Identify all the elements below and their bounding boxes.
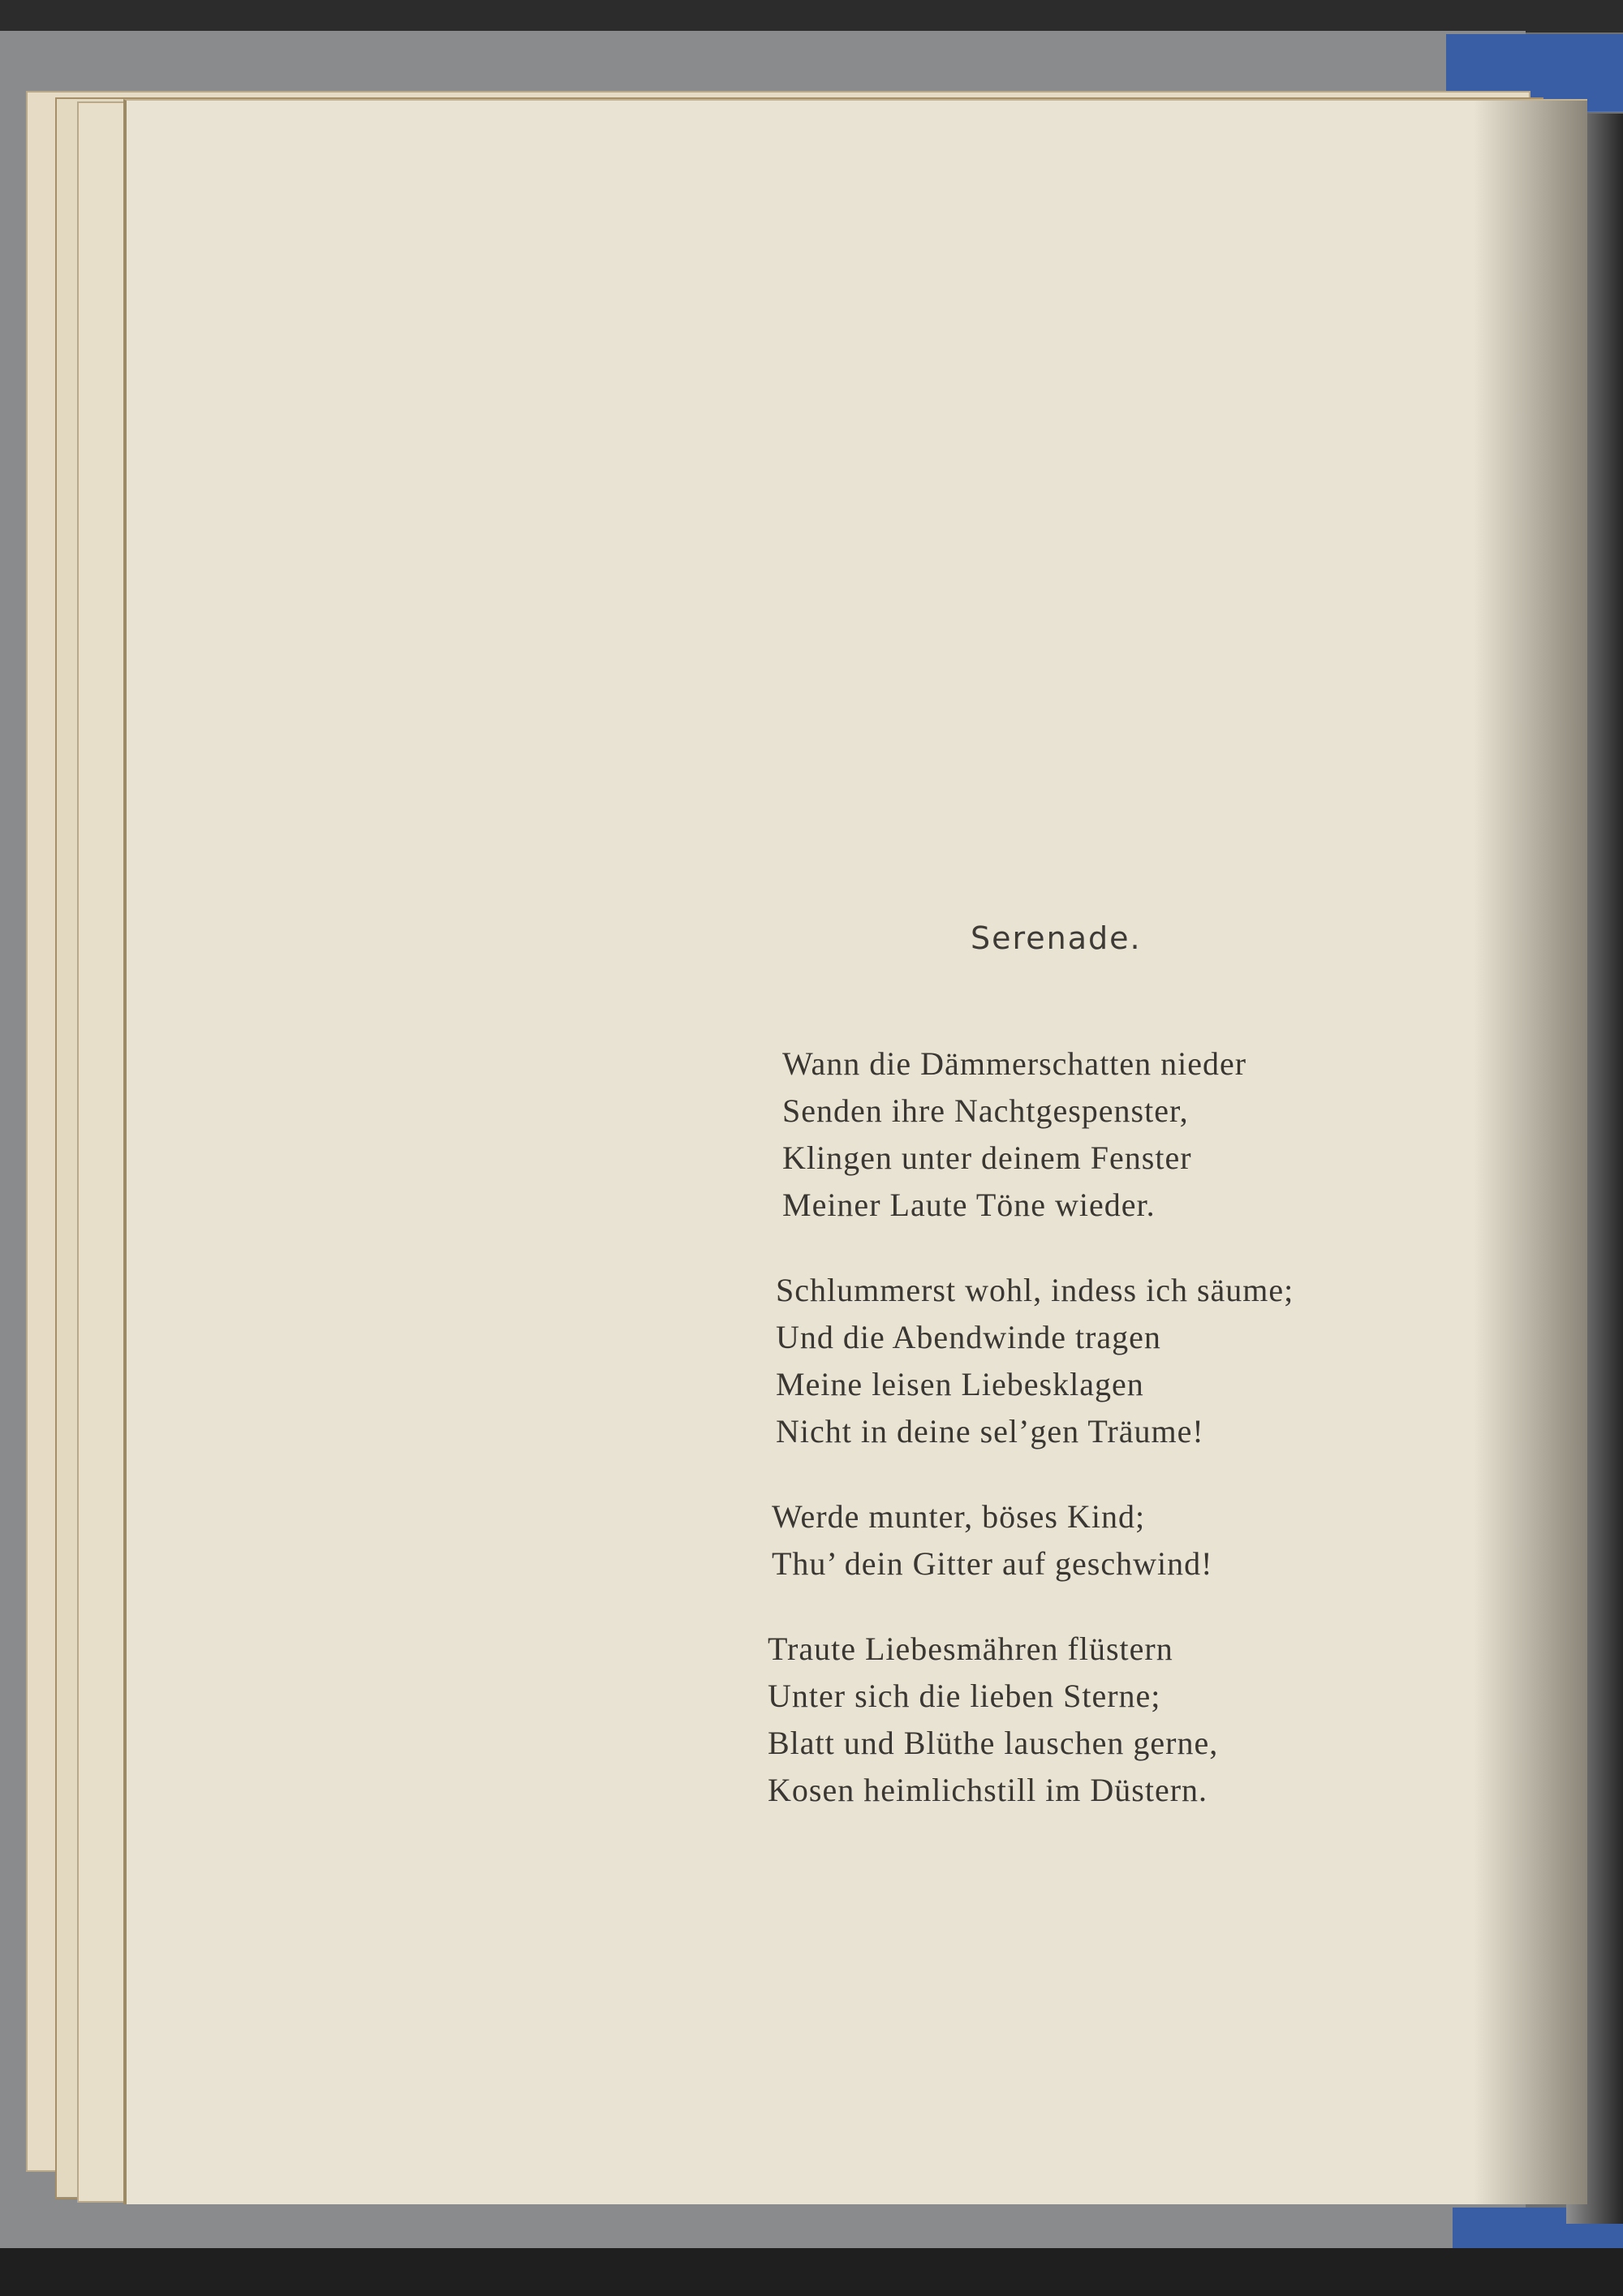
poem-line: Werde munter, böses Kind; <box>772 1498 1146 1535</box>
poem-body <box>768 1040 1294 1852</box>
poem-line: Thu’ dein Gitter auf geschwind! <box>772 1545 1213 1582</box>
poem-line: Nicht in deine sel’gen Träume! <box>776 1413 1204 1450</box>
poem-line: Blatt und Blüthe lauschen gerne, <box>768 1725 1219 1761</box>
poem-line: Schlummerst wohl, indess ich säume; <box>776 1272 1294 1308</box>
stanza <box>772 1493 1294 1587</box>
poem-line: Wann die Dämmerschatten nieder <box>782 1045 1247 1082</box>
poem-line: Traute Liebesmähren flüstern <box>768 1630 1173 1667</box>
stanza <box>782 1040 1294 1229</box>
poem-line: Unter sich die lieben Sterne; <box>768 1678 1161 1714</box>
stanza <box>776 1267 1294 1455</box>
page-gutter-shade <box>1474 101 1587 2204</box>
book-page <box>123 99 1587 2204</box>
background-bottom-edge <box>0 2248 1623 2296</box>
poem-line: Meiner Laute Töne wieder. <box>782 1187 1156 1223</box>
poem-line: Und die Abendwinde tragen <box>776 1319 1161 1355</box>
background-top-edge <box>0 0 1623 32</box>
poem-line: Senden ihre Nachtgespenster, <box>782 1092 1189 1129</box>
poem-line: Klingen unter deinem Fenster <box>782 1139 1192 1176</box>
stanza <box>768 1626 1294 1814</box>
poem-line: Meine leisen Liebesklagen <box>776 1366 1144 1402</box>
poem-title: Serenade. <box>971 920 1142 956</box>
poem-line: Kosen heimlichstill im Düstern. <box>768 1772 1208 1808</box>
